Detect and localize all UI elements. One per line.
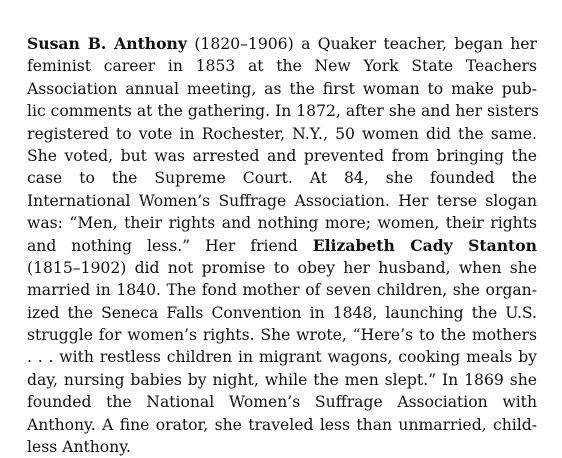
- text-run: day, nursing babies by night, while the men slept.” In 1869 she: [27, 370, 537, 389]
- biography-paragraph: [27, 33, 537, 458]
- text-line: [27, 346, 537, 368]
- text-run: founded the National Women’s Suffrage Association with: [27, 393, 537, 412]
- text-line: [27, 78, 537, 100]
- text-run: struggle for women’s rights. She wrote, “Here’s to the mothers: [27, 326, 537, 345]
- text-line: [27, 145, 537, 167]
- text-line: [27, 100, 537, 122]
- text-run: International Women’s Suffrage Association. Her terse slogan: [27, 191, 537, 210]
- text-line: [27, 257, 537, 279]
- text-line: [27, 33, 537, 55]
- text-line: [27, 324, 537, 346]
- text-line: [27, 391, 537, 413]
- text-run: lic comments at the gathering. In 1872, after she and her sisters: [27, 102, 539, 121]
- text-run: Anthony. A fine orator, she traveled less than unmarried, child-: [27, 415, 537, 434]
- text-run: ized the Seneca Falls Convention in 1848, launching the U.S.: [27, 303, 537, 322]
- person-name: Susan B. Anthony: [27, 34, 187, 53]
- text-run: registered to vote in Rochester, N.Y., 50 women did the same.: [27, 124, 537, 143]
- text-run: less Anthony.: [27, 438, 131, 457]
- text-run: . . . with restless children in migrant wagons, cooking meals by: [27, 348, 537, 367]
- text-run: was: “Men, their rights and nothing more; women, their rights: [27, 214, 537, 233]
- text-line: [27, 167, 537, 189]
- text-run: (1815–1902) did not promise to obey her husband, when she: [27, 258, 537, 277]
- person-name: Elizabeth Cady Stanton: [312, 235, 537, 255]
- text-line: [27, 55, 537, 77]
- text-run: feminist career in 1853 at the New York State Teachers: [27, 57, 537, 76]
- text-run: and nothing less.” Her friend: [27, 236, 313, 255]
- text-line: [27, 212, 537, 234]
- text-line: [27, 369, 537, 391]
- text-line: [27, 123, 537, 145]
- text-line: [27, 190, 537, 212]
- text-line: [27, 235, 537, 257]
- text-run: case to the Supreme Court. At 84, she founded the: [27, 169, 537, 188]
- text-run: married in 1840. The fond mother of seven children, she organ-: [27, 281, 537, 300]
- text-line: [27, 302, 537, 324]
- text-line: [27, 279, 537, 301]
- text-run: She voted, but was arrested and prevented from bringing the: [27, 146, 537, 165]
- text-line: [27, 436, 537, 458]
- text-run: Association annual meeting, as the first woman to make pub-: [27, 79, 537, 98]
- text-run: (1820–1906) a Quaker teacher, began her: [186, 35, 537, 53]
- text-line: [27, 414, 537, 436]
